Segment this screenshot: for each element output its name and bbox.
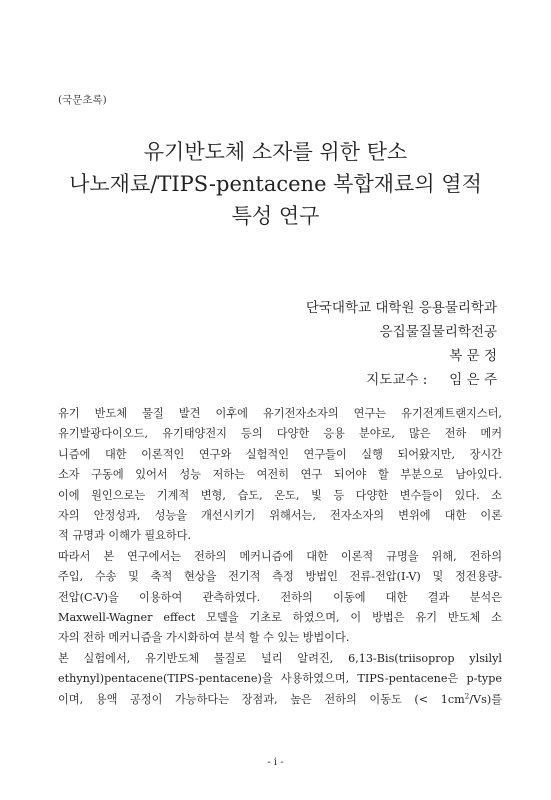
advisor-line (306, 368, 497, 392)
body-line: 주입, 수송 및 축적 현상을 전기적 측정 방법인 전류-전압(I-V) 및 정전용량- (58, 570, 502, 584)
author-name: 복 문 정 (449, 348, 497, 364)
body-line: 유기 반도체 물질 발견 이후에 유기전자소자의 연구는 유기전계트랜지스터, (58, 407, 502, 420)
superscript-exponent: 2 (464, 691, 470, 700)
thesis-title (0, 136, 551, 232)
body-line: 유기발광다이오드, 유기태양전지 등의 다양한 응용 분야로, 많은 전하 메커 (58, 427, 502, 441)
abstract-body (58, 404, 502, 710)
body-line: 소자 구동에 있어서 성능 저하는 여전히 연구 되어야 할 부분으로 남아있다. (58, 468, 502, 482)
body-line: 적 규명과 이해가 필요하다. (58, 529, 192, 543)
body-line: 전압(C-V)을 이용하여 관측하였다. 전하의 이동에 대한 결과 분석은 (58, 590, 502, 604)
advisor-name: 임 은 주 (449, 372, 497, 388)
affiliation-major: 응집물질물리학전공 (379, 324, 497, 340)
body-line: 자의 전하 메커니즘을 가시화하여 분석 할 수 있는 방법이다. (58, 631, 350, 645)
body-line: Maxwell-Wagner effect 모델을 기초로 하였으며, 이 방법은 유기 반도체 소 (58, 611, 502, 625)
body-line: 니즘에 대한 이론적인 연구와 실험적인 연구들이 실행 되어왔지만, 장시간 (58, 447, 502, 461)
body-line: ethynyl)pentacene(TIPS-pentacene)을 사용하였으며, TIPS-pentacene은 p-type (58, 672, 502, 686)
body-line: 이에 원인으로는 기계적 변형, 습도, 온도, 빛 등 다양한 변수들이 있다. 소 (58, 488, 502, 502)
body-line: 자의 안정성과, 성능을 개선시키기 위해서는, 전자소자의 변위에 대한 이론 (58, 509, 502, 523)
section-label: (국문초록) (58, 94, 107, 106)
author-block (306, 296, 497, 392)
page-number: - i - (267, 757, 284, 768)
title-line-3: 특성 연구 (231, 204, 320, 228)
body-line-suffix: /Vs)를 (469, 692, 502, 706)
body-line-text: 이며, 용액 공정이 가능하다는 장점과, 높은 전하의 이동도 (< 1cm (58, 692, 465, 706)
body-line: 본 실험에서, 유기반도체 물질로 널리 알려진, 6,13-Bis(triisoprop ylsilyl (58, 651, 502, 665)
advisor-label: 지도교수 : (366, 372, 428, 388)
title-line-1: 유기반도체 소자를 위한 탄소 (143, 140, 408, 164)
body-line-with-superscript (58, 690, 502, 710)
title-line-2: 나노재료/TIPS-pentacene 복합재료의 열적 (69, 172, 482, 196)
body-line: 따라서 본 연구에서는 전하의 메커니즘에 대한 이론적 규명을 위해, 전하의 (58, 549, 502, 563)
affiliation-department: 단국대학교 대학원 응용물리학과 (305, 300, 497, 316)
